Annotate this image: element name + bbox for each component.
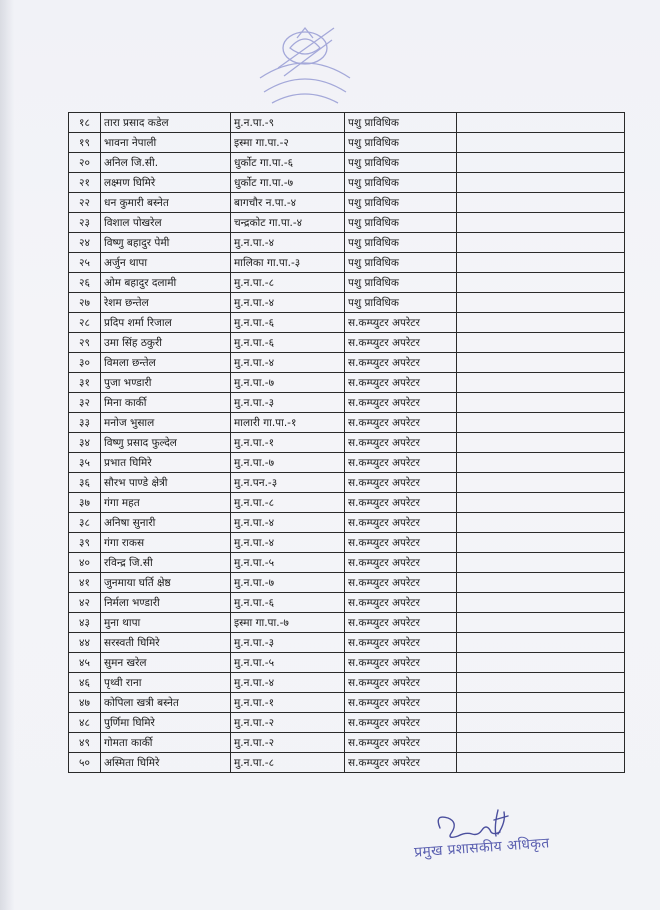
table-row bbox=[69, 433, 625, 453]
address-cell: चन्द्रकोट गा.पा.-४ bbox=[231, 213, 345, 233]
post-cell: स.कम्प्युटर अपरेटर bbox=[345, 413, 457, 433]
candidate-name-cell: भावना नेपाली bbox=[101, 133, 231, 153]
candidate-name-cell: अस्मिता घिमिरे bbox=[101, 753, 231, 773]
remarks-cell bbox=[457, 353, 625, 373]
serial-number-cell: ४७ bbox=[69, 693, 101, 713]
serial-number-cell: १९ bbox=[69, 133, 101, 153]
candidate-name-cell: प्रदिप शर्मा रिजाल bbox=[101, 313, 231, 333]
post-cell: स.कम्प्युटर अपरेटर bbox=[345, 653, 457, 673]
address-cell: इस्मा गा.पा.-२ bbox=[231, 133, 345, 153]
candidate-name-cell: तारा प्रसाद कडेल bbox=[101, 113, 231, 133]
address-cell: मु.न.पा.-७ bbox=[231, 453, 345, 473]
post-cell: पशु प्राविधिक bbox=[345, 293, 457, 313]
table-row bbox=[69, 653, 625, 673]
candidate-name-cell: अनिल जि.सी. bbox=[101, 153, 231, 173]
address-cell: मालारी गा.पा.-१ bbox=[231, 413, 345, 433]
serial-number-cell: ३४ bbox=[69, 433, 101, 453]
serial-number-cell: २७ bbox=[69, 293, 101, 313]
table-row bbox=[69, 453, 625, 473]
address-cell: मु.न.पा.-६ bbox=[231, 313, 345, 333]
address-cell: मु.न.पा.-४ bbox=[231, 353, 345, 373]
table-row bbox=[69, 493, 625, 513]
post-cell: स.कम्प्युटर अपरेटर bbox=[345, 493, 457, 513]
remarks-cell bbox=[457, 633, 625, 653]
post-cell: स.कम्प्युटर अपरेटर bbox=[345, 693, 457, 713]
post-cell: स.कम्प्युटर अपरेटर bbox=[345, 353, 457, 373]
candidate-name-cell: कोपिला खत्री बस्नेत bbox=[101, 693, 231, 713]
serial-number-cell: ४१ bbox=[69, 573, 101, 593]
candidate-name-cell: गंगा राकस bbox=[101, 533, 231, 553]
serial-number-cell: ४० bbox=[69, 553, 101, 573]
candidate-name-cell: निर्मला भण्डारी bbox=[101, 593, 231, 613]
remarks-cell bbox=[457, 333, 625, 353]
roster-body bbox=[69, 113, 625, 773]
candidate-name-cell: ओम बहादुर दलामी bbox=[101, 273, 231, 293]
address-cell: मु.न.पा.-६ bbox=[231, 333, 345, 353]
serial-number-cell: ४२ bbox=[69, 593, 101, 613]
remarks-cell bbox=[457, 173, 625, 193]
remarks-cell bbox=[457, 513, 625, 533]
post-cell: स.कम्प्युटर अपरेटर bbox=[345, 533, 457, 553]
remarks-cell bbox=[457, 433, 625, 453]
serial-number-cell: २६ bbox=[69, 273, 101, 293]
remarks-cell bbox=[457, 553, 625, 573]
table-row bbox=[69, 253, 625, 273]
table-row bbox=[69, 613, 625, 633]
candidate-name-cell: विष्णु बहादुर पेमी bbox=[101, 233, 231, 253]
serial-number-cell: ४९ bbox=[69, 733, 101, 753]
candidate-name-cell: विमला छन्तेल bbox=[101, 353, 231, 373]
table-row bbox=[69, 313, 625, 333]
serial-number-cell: २२ bbox=[69, 193, 101, 213]
remarks-cell bbox=[457, 493, 625, 513]
remarks-cell bbox=[457, 673, 625, 693]
address-cell: मु.न.पा.-८ bbox=[231, 753, 345, 773]
address-cell: बागचौर न.पा.-४ bbox=[231, 193, 345, 213]
address-cell: मु.न.पा.-४ bbox=[231, 233, 345, 253]
table-row bbox=[69, 153, 625, 173]
post-cell: पशु प्राविधिक bbox=[345, 193, 457, 213]
serial-number-cell: ३८ bbox=[69, 513, 101, 533]
remarks-cell bbox=[457, 453, 625, 473]
serial-number-cell: ३० bbox=[69, 353, 101, 373]
address-cell: मु.न.पा.-४ bbox=[231, 673, 345, 693]
remarks-cell bbox=[457, 653, 625, 673]
candidate-name-cell: विशाल पोखरेल bbox=[101, 213, 231, 233]
candidate-name-cell: गोमता कार्की bbox=[101, 733, 231, 753]
page-fold-shadow bbox=[0, 0, 14, 910]
table-row bbox=[69, 413, 625, 433]
address-cell: मु.न.पा.-८ bbox=[231, 273, 345, 293]
post-cell: स.कम्प्युटर अपरेटर bbox=[345, 633, 457, 653]
serial-number-cell: १८ bbox=[69, 113, 101, 133]
table-row bbox=[69, 473, 625, 493]
serial-number-cell: ३१ bbox=[69, 373, 101, 393]
remarks-cell bbox=[457, 593, 625, 613]
table-row bbox=[69, 753, 625, 773]
address-cell: मु.न.पा.-१ bbox=[231, 693, 345, 713]
serial-number-cell: ३६ bbox=[69, 473, 101, 493]
table-row bbox=[69, 353, 625, 373]
serial-number-cell: २४ bbox=[69, 233, 101, 253]
serial-number-cell: ४४ bbox=[69, 633, 101, 653]
candidate-name-cell: सुमन खरेल bbox=[101, 653, 231, 673]
remarks-cell bbox=[457, 613, 625, 633]
remarks-cell bbox=[457, 193, 625, 213]
post-cell: स.कम्प्युटर अपरेटर bbox=[345, 453, 457, 473]
candidate-name-cell: लक्ष्मण घिमिरे bbox=[101, 173, 231, 193]
serial-number-cell: २१ bbox=[69, 173, 101, 193]
post-cell: स.कम्प्युटर अपरेटर bbox=[345, 613, 457, 633]
candidate-name-cell: मिना कार्की bbox=[101, 393, 231, 413]
address-cell: मु.न.पा.-५ bbox=[231, 553, 345, 573]
remarks-cell bbox=[457, 253, 625, 273]
address-cell: मु.न.पा.-८ bbox=[231, 493, 345, 513]
table-row bbox=[69, 633, 625, 653]
post-cell: पशु प्राविधिक bbox=[345, 173, 457, 193]
address-cell: मालिका गा.पा.-३ bbox=[231, 253, 345, 273]
table-row bbox=[69, 213, 625, 233]
table-row bbox=[69, 533, 625, 553]
remarks-cell bbox=[457, 273, 625, 293]
table-row bbox=[69, 293, 625, 313]
remarks-cell bbox=[457, 413, 625, 433]
serial-number-cell: २५ bbox=[69, 253, 101, 273]
candidate-name-cell: गंगा महत bbox=[101, 493, 231, 513]
table-row bbox=[69, 713, 625, 733]
remarks-cell bbox=[457, 753, 625, 773]
post-cell: स.कम्प्युटर अपरेटर bbox=[345, 593, 457, 613]
serial-number-cell: ४५ bbox=[69, 653, 101, 673]
remarks-cell bbox=[457, 313, 625, 333]
table-row bbox=[69, 273, 625, 293]
candidate-name-cell: पुजा भण्डारी bbox=[101, 373, 231, 393]
serial-number-cell: २३ bbox=[69, 213, 101, 233]
post-cell: स.कम्प्युटर अपरेटर bbox=[345, 573, 457, 593]
candidate-roster-table bbox=[68, 112, 625, 773]
candidate-name-cell: मनोज भुसाल bbox=[101, 413, 231, 433]
post-cell: स.कम्प्युटर अपरेटर bbox=[345, 433, 457, 453]
remarks-cell bbox=[457, 393, 625, 413]
candidate-name-cell: जुनमाया घर्ति क्षेष्ठ bbox=[101, 573, 231, 593]
office-seal-stamp bbox=[250, 8, 360, 108]
candidate-name-cell: प्रभात घिमिरे bbox=[101, 453, 231, 473]
serial-number-cell: ३७ bbox=[69, 493, 101, 513]
address-cell: मु.न.पा.-४ bbox=[231, 293, 345, 313]
post-cell: पशु प्राविधिक bbox=[345, 273, 457, 293]
post-cell: स.कम्प्युटर अपरेटर bbox=[345, 513, 457, 533]
remarks-cell bbox=[457, 713, 625, 733]
address-cell: मु.न.पा.-२ bbox=[231, 713, 345, 733]
address-cell: मु.न.पा.-१ bbox=[231, 433, 345, 453]
candidate-name-cell: रेशम छन्तेल bbox=[101, 293, 231, 313]
remarks-cell bbox=[457, 293, 625, 313]
address-cell: मु.न.पा.-४ bbox=[231, 533, 345, 553]
post-cell: स.कम्प्युटर अपरेटर bbox=[345, 313, 457, 333]
post-cell: पशु प्राविधिक bbox=[345, 153, 457, 173]
signatory-title: प्रमुख प्रशासकीय अधिकृत bbox=[413, 835, 551, 861]
table-row bbox=[69, 193, 625, 213]
table-row bbox=[69, 393, 625, 413]
address-cell: मु.न.पा.-७ bbox=[231, 573, 345, 593]
post-cell: स.कम्प्युटर अपरेटर bbox=[345, 673, 457, 693]
serial-number-cell: २० bbox=[69, 153, 101, 173]
table-row bbox=[69, 733, 625, 753]
address-cell: मु.न.पा.-६ bbox=[231, 593, 345, 613]
candidate-name-cell: विष्णु प्रसाद फुल्देल bbox=[101, 433, 231, 453]
post-cell: स.कम्प्युटर अपरेटर bbox=[345, 373, 457, 393]
remarks-cell bbox=[457, 733, 625, 753]
table-row bbox=[69, 233, 625, 253]
table-row bbox=[69, 333, 625, 353]
table-row bbox=[69, 373, 625, 393]
post-cell: स.कम्प्युटर अपरेटर bbox=[345, 333, 457, 353]
address-cell: मु.न.पा.-५ bbox=[231, 653, 345, 673]
remarks-cell bbox=[457, 473, 625, 493]
address-cell: मु.न.पा.-२ bbox=[231, 733, 345, 753]
remarks-cell bbox=[457, 133, 625, 153]
remarks-cell bbox=[457, 213, 625, 233]
table-row bbox=[69, 513, 625, 533]
post-cell: स.कम्प्युटर अपरेटर bbox=[345, 473, 457, 493]
address-cell: इस्मा गा.पा.-७ bbox=[231, 613, 345, 633]
post-cell: स.कम्प्युटर अपरेटर bbox=[345, 713, 457, 733]
candidate-name-cell: मुना थापा bbox=[101, 613, 231, 633]
post-cell: पशु प्राविधिक bbox=[345, 113, 457, 133]
candidate-name-cell: उमा सिंह ठकुरी bbox=[101, 333, 231, 353]
table-row bbox=[69, 673, 625, 693]
remarks-cell bbox=[457, 113, 625, 133]
remarks-cell bbox=[457, 233, 625, 253]
serial-number-cell: ४६ bbox=[69, 673, 101, 693]
address-cell: मु.न.पा.-९ bbox=[231, 113, 345, 133]
post-cell: पशु प्राविधिक bbox=[345, 213, 457, 233]
candidate-name-cell: सौरभ पाण्डे क्षेत्री bbox=[101, 473, 231, 493]
address-cell: मु.न.पा.-३ bbox=[231, 393, 345, 413]
serial-number-cell: २८ bbox=[69, 313, 101, 333]
candidate-name-cell: पुर्णिमा घिमिरे bbox=[101, 713, 231, 733]
serial-number-cell: ३५ bbox=[69, 453, 101, 473]
address-cell: मु.न.पन.-३ bbox=[231, 473, 345, 493]
post-cell: स.कम्प्युटर अपरेटर bbox=[345, 733, 457, 753]
candidate-name-cell: अर्जुन थापा bbox=[101, 253, 231, 273]
remarks-cell bbox=[457, 373, 625, 393]
table-row bbox=[69, 593, 625, 613]
candidate-name-cell: धन कुमारी बस्नेत bbox=[101, 193, 231, 213]
remarks-cell bbox=[457, 573, 625, 593]
serial-number-cell: ३३ bbox=[69, 413, 101, 433]
post-cell: पशु प्राविधिक bbox=[345, 253, 457, 273]
remarks-cell bbox=[457, 533, 625, 553]
address-cell: मु.न.पा.-७ bbox=[231, 373, 345, 393]
table-row bbox=[69, 173, 625, 193]
post-cell: स.कम्प्युटर अपरेटर bbox=[345, 393, 457, 413]
candidate-name-cell: पृथ्वी राना bbox=[101, 673, 231, 693]
post-cell: स.कम्प्युटर अपरेटर bbox=[345, 553, 457, 573]
serial-number-cell: ५० bbox=[69, 753, 101, 773]
table-row bbox=[69, 573, 625, 593]
table-row bbox=[69, 133, 625, 153]
candidate-name-cell: सरस्वती घिमिरे bbox=[101, 633, 231, 653]
remarks-cell bbox=[457, 153, 625, 173]
serial-number-cell: ४८ bbox=[69, 713, 101, 733]
table-row bbox=[69, 693, 625, 713]
post-cell: स.कम्प्युटर अपरेटर bbox=[345, 753, 457, 773]
address-cell: धुर्कोट गा.पा.-७ bbox=[231, 173, 345, 193]
candidate-name-cell: अनिषा सुनारी bbox=[101, 513, 231, 533]
table-row bbox=[69, 553, 625, 573]
address-cell: मु.न.पा.-४ bbox=[231, 513, 345, 533]
address-cell: मु.न.पा.-३ bbox=[231, 633, 345, 653]
remarks-cell bbox=[457, 693, 625, 713]
serial-number-cell: २९ bbox=[69, 333, 101, 353]
address-cell: धुर्कोट गा.पा.-६ bbox=[231, 153, 345, 173]
serial-number-cell: ३९ bbox=[69, 533, 101, 553]
table-row bbox=[69, 113, 625, 133]
serial-number-cell: ४३ bbox=[69, 613, 101, 633]
post-cell: पशु प्राविधिक bbox=[345, 233, 457, 253]
post-cell: पशु प्राविधिक bbox=[345, 133, 457, 153]
candidate-name-cell: रविन्द्र जि.सी bbox=[101, 553, 231, 573]
serial-number-cell: ३२ bbox=[69, 393, 101, 413]
